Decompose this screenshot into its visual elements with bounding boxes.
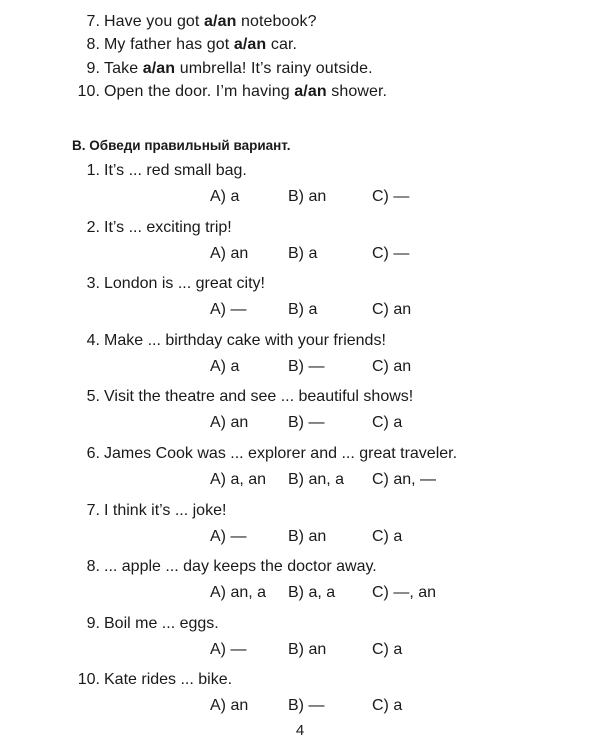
- question-text: It’s ... exciting trip!: [104, 218, 232, 236]
- top-exercise-list: [70, 10, 570, 104]
- question-text: Kate rides ... bike.: [104, 671, 233, 689]
- question: [70, 556, 590, 613]
- option-b[interactable]: B) an: [288, 640, 327, 658]
- question-text: London is ... great city!: [104, 275, 265, 293]
- option-a[interactable]: A) —: [210, 301, 247, 319]
- option-a[interactable]: A) an: [210, 414, 249, 432]
- question-text: Make ... birthday cake with your friends!: [104, 331, 386, 349]
- question-text: I think it’s ... joke!: [104, 501, 227, 519]
- option-a[interactable]: A) —: [210, 527, 247, 545]
- question-number: 1.: [86, 162, 100, 179]
- option-b[interactable]: B) a, a: [288, 584, 336, 602]
- option-c[interactable]: C) a: [372, 640, 403, 658]
- item-number: 10.: [77, 83, 100, 101]
- item-text: My father has got a/an car.: [104, 36, 298, 54]
- question-list: [70, 160, 590, 726]
- option-a[interactable]: A) a: [210, 188, 240, 205]
- question: [70, 613, 590, 670]
- option-c[interactable]: C) —, an: [372, 584, 437, 602]
- article-choice: a/an: [233, 36, 267, 54]
- question: [70, 273, 590, 330]
- option-b[interactable]: B) —: [288, 414, 325, 432]
- question-text: James Cook was ... explorer and ... great traveler.: [104, 444, 458, 462]
- option-b[interactable]: B) an: [288, 527, 327, 545]
- option-b[interactable]: B) a: [288, 301, 318, 319]
- question-number: 2.: [86, 218, 100, 236]
- question-number: 3.: [86, 275, 100, 293]
- question-number: 7.: [86, 501, 100, 519]
- section-title: B. Обведи правильный вариант.: [72, 138, 291, 153]
- question-number: 4.: [86, 331, 100, 349]
- option-b[interactable]: B) —: [288, 357, 325, 375]
- option-c[interactable]: C) a: [372, 414, 403, 432]
- question-text: It’s ... red small bag.: [104, 162, 247, 179]
- option-a[interactable]: A) a, an: [210, 470, 267, 488]
- question-number: 5.: [86, 388, 100, 406]
- option-c[interactable]: C) an, —: [372, 470, 437, 488]
- question-number: 8.: [86, 558, 100, 576]
- item-number: 7.: [86, 12, 100, 30]
- page-number: 4: [295, 722, 305, 739]
- option-a[interactable]: A) an: [210, 244, 249, 262]
- article-choice: a/an: [204, 12, 237, 30]
- question: [70, 217, 590, 274]
- question: [70, 330, 590, 387]
- option-a[interactable]: A) —: [210, 640, 247, 658]
- question-number: 9.: [86, 614, 100, 632]
- list-item: [70, 34, 570, 58]
- option-b[interactable]: B) a: [288, 244, 318, 262]
- item-text: Open the door. I’m having a/an shower.: [104, 83, 388, 101]
- option-a[interactable]: A) an, a: [210, 584, 267, 602]
- option-a[interactable]: A) a: [210, 357, 240, 375]
- list-item: [70, 57, 570, 81]
- question: [70, 500, 590, 557]
- option-c[interactable]: C) a: [372, 527, 403, 545]
- option-b[interactable]: B) an, a: [288, 470, 345, 488]
- item-number: 8.: [86, 36, 100, 54]
- question: [70, 443, 590, 500]
- option-a[interactable]: A) an: [210, 697, 249, 715]
- item-text: Take a/an umbrella! It’s rainy outside.: [104, 59, 373, 77]
- question-text: Boil me ... eggs.: [104, 614, 219, 632]
- option-b[interactable]: B) an: [288, 188, 327, 205]
- option-b[interactable]: B) —: [288, 697, 325, 715]
- item-number: 9.: [86, 59, 100, 77]
- article-choice: a/an: [142, 59, 176, 77]
- option-c[interactable]: C) an: [372, 301, 412, 319]
- option-c[interactable]: C) an: [372, 357, 412, 375]
- item-text: Have you got a/an notebook?: [104, 12, 317, 30]
- list-item: [70, 81, 570, 105]
- option-c[interactable]: C) —: [372, 188, 410, 205]
- question-text: ... apple ... day keeps the doctor away.: [104, 558, 377, 576]
- list-item: [70, 10, 570, 34]
- option-c[interactable]: C) —: [372, 244, 410, 262]
- question: [70, 386, 590, 443]
- question: [70, 160, 590, 217]
- question-number: 6.: [86, 444, 100, 462]
- question-text: Visit the theatre and see ... beautiful shows!: [104, 388, 414, 406]
- article-choice: a/an: [294, 83, 327, 101]
- question-number: 10.: [77, 671, 100, 689]
- option-c[interactable]: C) a: [372, 697, 403, 715]
- question: [70, 669, 590, 726]
